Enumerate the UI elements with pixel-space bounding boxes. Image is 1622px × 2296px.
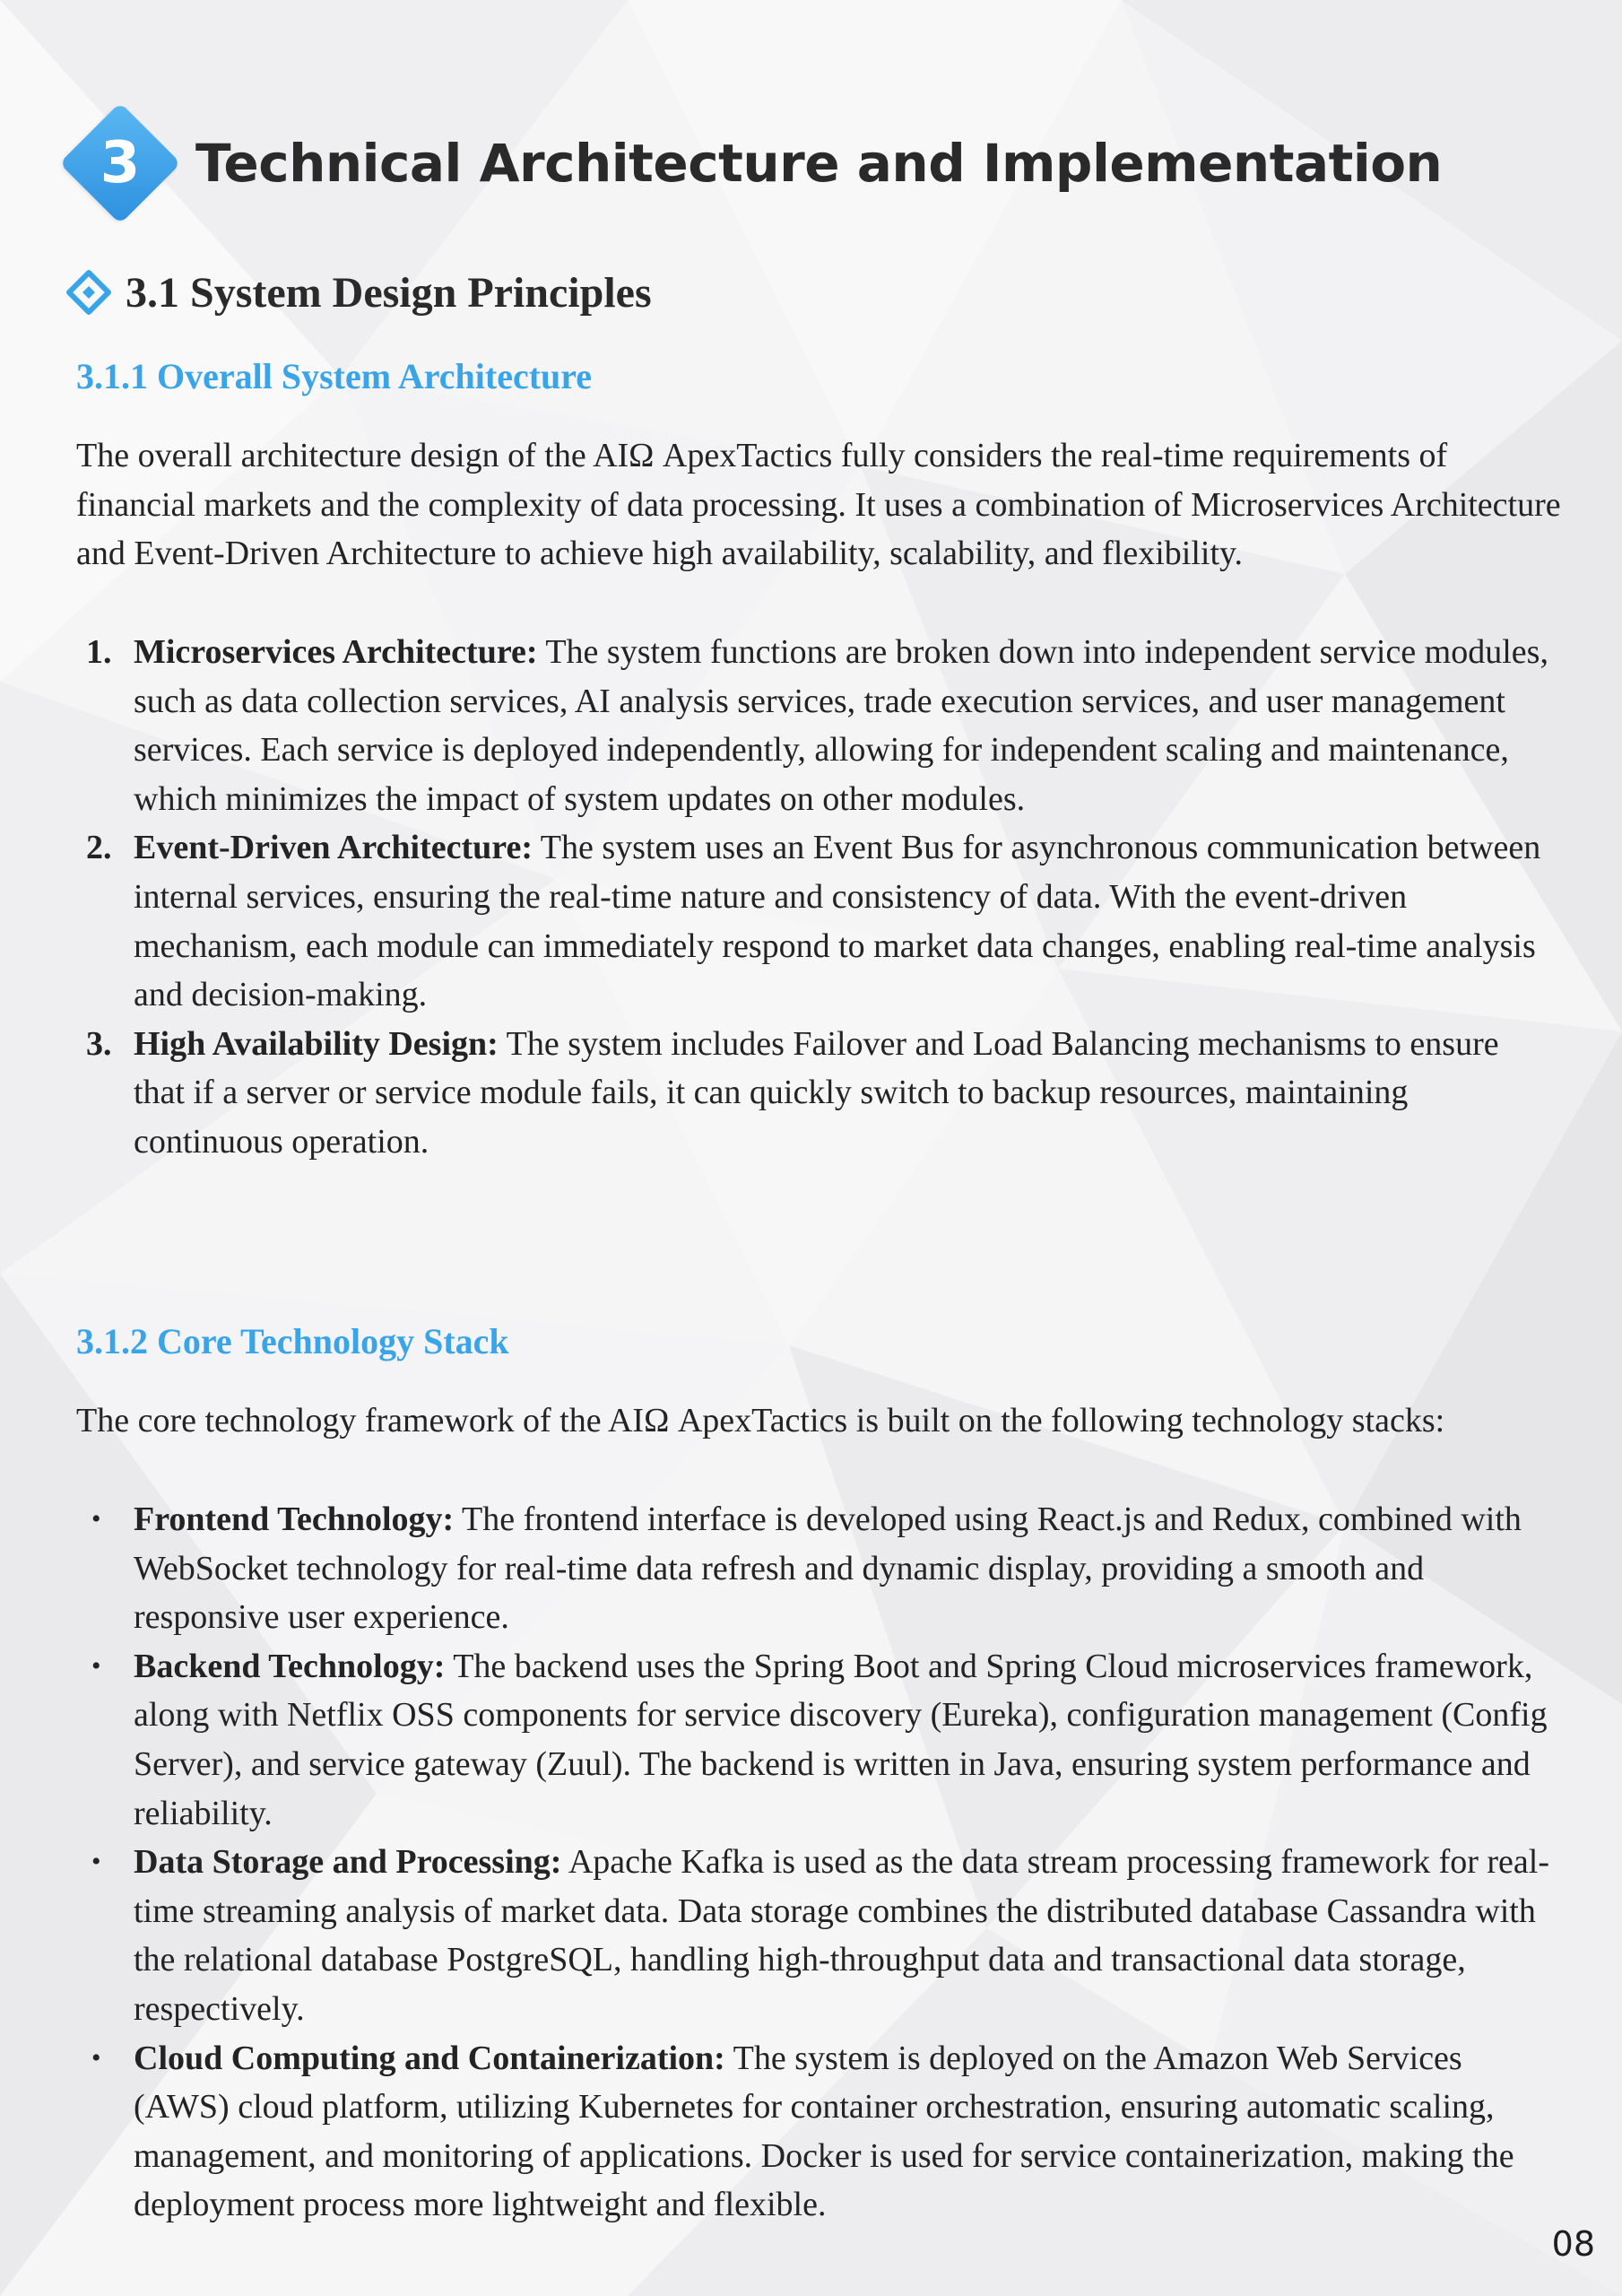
list-marker: 1. <box>86 633 112 671</box>
chapter-header <box>57 100 1442 226</box>
bullet-icon: • <box>91 2042 101 2073</box>
list-item <box>0 1495 1550 1642</box>
list-item-text: The system functions are broken down into independent service modules, such as data collection services, AI analysis services, trade execution services, and user management services. Each service is deployed independently, allowing for independent scaling and maintenance, which minimizes the impact of system updates on other modules. <box>134 633 1548 818</box>
page-number: 08 <box>1551 2224 1595 2264</box>
list-item-text: The system uses an Event Bus for asynchronous communication between internal services, ensuring the real-time nature and consistency of data. With the event-driven mechanism, each module can immediately respond to market data changes, enabling real-time analysis and decision-making. <box>134 829 1541 1014</box>
list-marker: 2. <box>86 829 112 867</box>
subsection-title: 3.1.1 Overall System Architecture <box>76 356 593 396</box>
chapter-title: Technical Architecture and Implementation <box>195 133 1443 194</box>
list-item-term: Event-Driven Architecture: <box>134 829 533 867</box>
list-item-term: Backend Technology: <box>134 1647 446 1685</box>
diamond-badge-icon <box>57 100 183 226</box>
chapter-number: 3 <box>100 130 141 196</box>
list-item-text: Apache Kafka is used as the data stream processing framework for real-time streaming analysis of market data. Data storage combines the distributed database Cassandra with the relational database PostgreSQL, handling high-throughput data and transactional data storage, respectively. <box>134 1843 1549 2028</box>
list-item-text: The system includes Failover and Load Balancing mechanisms to ensure that if a server or service module fails, it can quickly switch to backup resources, maintaining continuous operation. <box>134 1024 1499 1161</box>
section-title: 3.1 System Design Principles <box>126 268 652 317</box>
subsection-title: 3.1.2 Core Technology Stack <box>76 1321 509 1361</box>
subsection-intro: The overall architecture design of the AIΩ ApexTactics fully considers the real-time requirements of financial markets and the complexity of data processing. It uses a combination of Microservices Architecture and Event-Driven Architecture to achieve high availability, scalability, and flexibility. <box>76 437 1561 573</box>
list-item-term: Data Storage and Processing: <box>134 1843 562 1882</box>
subsection-intro: The core technology framework of the AIΩ ApexTactics is built on the following technology stacks: <box>76 1402 1445 1439</box>
list-item-term: Cloud Computing and Containerization: <box>134 2039 725 2077</box>
list-item-text: The backend uses the Spring Boot and Spring Cloud microservices framework, along with Netflix OSS components for service discovery (Eureka), configuration management (Config Server), and service gateway (Zuul). The backend is written in Java, ensuring system performance and reliability. <box>134 1647 1548 1832</box>
numbered-list <box>0 628 1622 1167</box>
bullet-icon: • <box>91 1650 101 1681</box>
list-item-text: The system is deployed on the Amazon Web Services (AWS) cloud platform, utilizing Kubernetes for container orchestration, ensuring automatic scaling, management, and monitoring of applications. Docker is used for service containerization, making the deployment process more lightweight and flexible. <box>134 2039 1514 2224</box>
bullet-list <box>0 1495 1622 2230</box>
list-item <box>0 823 1550 1019</box>
bullet-icon: • <box>91 1504 101 1534</box>
list-item-term: Frontend Technology: <box>134 1500 455 1538</box>
section-header <box>65 260 652 325</box>
list-item <box>0 1642 1550 1838</box>
diamond-eye-icon <box>65 268 113 317</box>
bullet-icon: • <box>91 1847 101 1877</box>
list-item <box>0 628 1550 823</box>
list-item <box>0 2034 1550 2230</box>
list-item-text: The frontend interface is developed using React.js and Redux, combined with WebSocket technology for real-time data refresh and dynamic display, providing a smooth and responsive user experience. <box>134 1500 1522 1637</box>
list-item <box>0 1838 1550 2033</box>
list-item <box>0 1020 1550 1167</box>
list-item-term: High Availability Design: <box>134 1024 499 1063</box>
list-marker: 3. <box>86 1024 112 1063</box>
list-item-term: Microservices Architecture: <box>134 633 538 671</box>
